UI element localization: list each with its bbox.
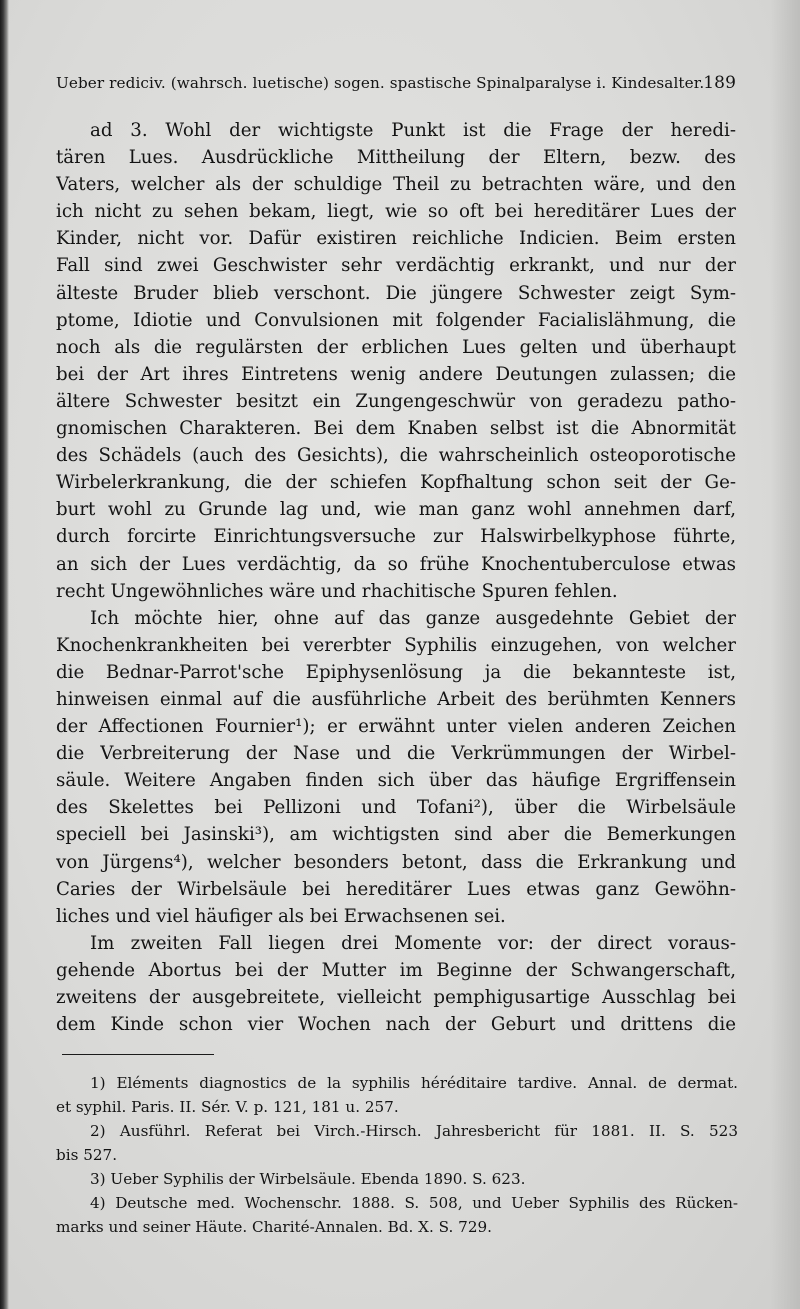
text-line: Fall sind zwei Geschwister sehr verdächtig erkrankt, und nur der [56,255,736,277]
text-line: säule. Weitere Angaben finden sich über das häufige Ergriffensein [56,770,736,792]
footnote-line: bis 527. [56,1146,118,1164]
footnote-line: marks und seiner Häute. Charité-Annalen. Bd. X. S. 729. [56,1218,492,1236]
footnotes [56,1071,738,1239]
text-line: recht Ungewöhnliches wäre und rhachitische Spuren fehlen. [56,580,618,602]
text-line: die Verbreiterung der Nase und die Verkrümmungen der Wirbel- [56,743,736,765]
text-line: tären Lues. Ausdrückliche Mittheilung der Eltern, bezw. des [56,147,736,169]
text-line: Im zweiten Fall liegen drei Momente vor: der direct voraus- [90,932,736,954]
text-line: gnomischen Charakteren. Bei dem Knaben selbst ist die Abnormität [56,418,736,440]
running-head-title: Ueber rediciv. (wahrsch. luetische) sogen. spastische Spinalparalyse i. Kindesalter. [56,74,705,92]
text-line: Wirbelerkrankung, die der schiefen Kopfhaltung schon seit der Ge- [56,472,736,494]
text-line: Caries der Wirbelsäule bei hereditärer Lues etwas ganz Gewöhn- [56,878,736,900]
text-line: an sich der Lues verdächtig, da so frühe Knochentuberculose etwas [56,553,736,575]
text-line: durch forcirte Einrichtungsversuche zur Halswirbelkyphose führte, [56,526,736,548]
text-line: älteste Bruder blieb verschont. Die jüngere Schwester zeigt Sym- [56,282,736,304]
text-line: liches und viel häufiger als bei Erwachsenen sei. [56,905,506,927]
text-line: ptome, Idiotie und Convulsionen mit folgender Facialislähmung, die [56,309,736,331]
text-line: speciell bei Jasinski³), am wichtigsten sind aber die Bemerkungen [56,824,736,846]
footnote-line: 3) Ueber Syphilis der Wirbelsäule. Ebenda 1890. S. 623. [90,1170,526,1188]
text-line: noch als die regulärsten der erblichen Lues gelten und überhaupt [56,336,736,358]
text-line: dem Kinde schon vier Wochen nach der Geburt und drittens die [56,1014,736,1036]
text-line: gehende Abortus bei der Mutter im Beginne der Schwangerschaft, [56,959,736,981]
text-line: der Affectionen Fournier¹); er erwähnt unter vielen anderen Zeichen [56,716,736,738]
footnote-line: 2) Ausführl. Referat bei Virch.-Hirsch. Jahresbericht für 1881. II. S. 523 [90,1122,738,1140]
text-line: ich nicht zu sehen bekam, liegt, wie so oft bei hereditärer Lues der [56,201,736,223]
text-line: Ich möchte hier, ohne auf das ganze ausgedehnte Gebiet der [90,607,736,629]
footnote-line: et syphil. Paris. II. Sér. V. p. 121, 181 u. 257. [56,1098,399,1116]
page-number: 189 [703,73,736,93]
footnote-line: 1) Eléments diagnostics de la syphilis héréditaire tardive. Annal. de dermat. [90,1074,738,1092]
text-line: bei der Art ihres Eintretens wenig andere Deutungen zulassen; die [56,363,736,385]
text-line: von Jürgens⁴), welcher besonders betont, dass die Erkrankung und [56,851,736,873]
text-line: burt wohl zu Grunde lag und, wie man ganz wohl annehmen darf, [56,499,736,521]
text-line: Knochenkrankheiten bei vererbter Syphilis einzugehen, von welcher [56,634,736,656]
text-line: die Bednar-Parrot'sche Epiphysenlösung ja die bekannteste ist, [56,661,736,683]
text-line: Kinder, nicht vor. Dafür existiren reichliche Indicien. Beim ersten [56,228,736,250]
page-binding-shadow [0,0,9,1309]
text-line: Vaters, welcher als der schuldige Theil zu betrachten wäre, und den [56,174,736,196]
text-line: ad 3. Wohl der wichtigste Punkt ist die Frage der heredi- [90,120,736,141]
page-edge-shading [770,0,800,1309]
text-line: zweitens der ausgebreitete, vielleicht pemphigusartige Ausschlag bei [56,987,736,1008]
text-line: des Schädels (auch des Gesichts), die wahrscheinlich osteoporotische [56,445,736,467]
text-line: des Skelettes bei Pellizoni und Tofani²), über die Wirbelsäule [56,797,736,819]
text-line: hinweisen einmal auf die ausführliche Arbeit des berühmten Kenners [56,688,736,710]
text-line: ältere Schwester besitzt ein Zungengeschwür von geradezu patho- [56,390,736,412]
footnote-separator [62,1054,214,1055]
body-text [56,117,736,1038]
footnote-line: 4) Deutsche med. Wochenschr. 1888. S. 508, und Ueber Syphilis des Rücken- [90,1194,738,1212]
